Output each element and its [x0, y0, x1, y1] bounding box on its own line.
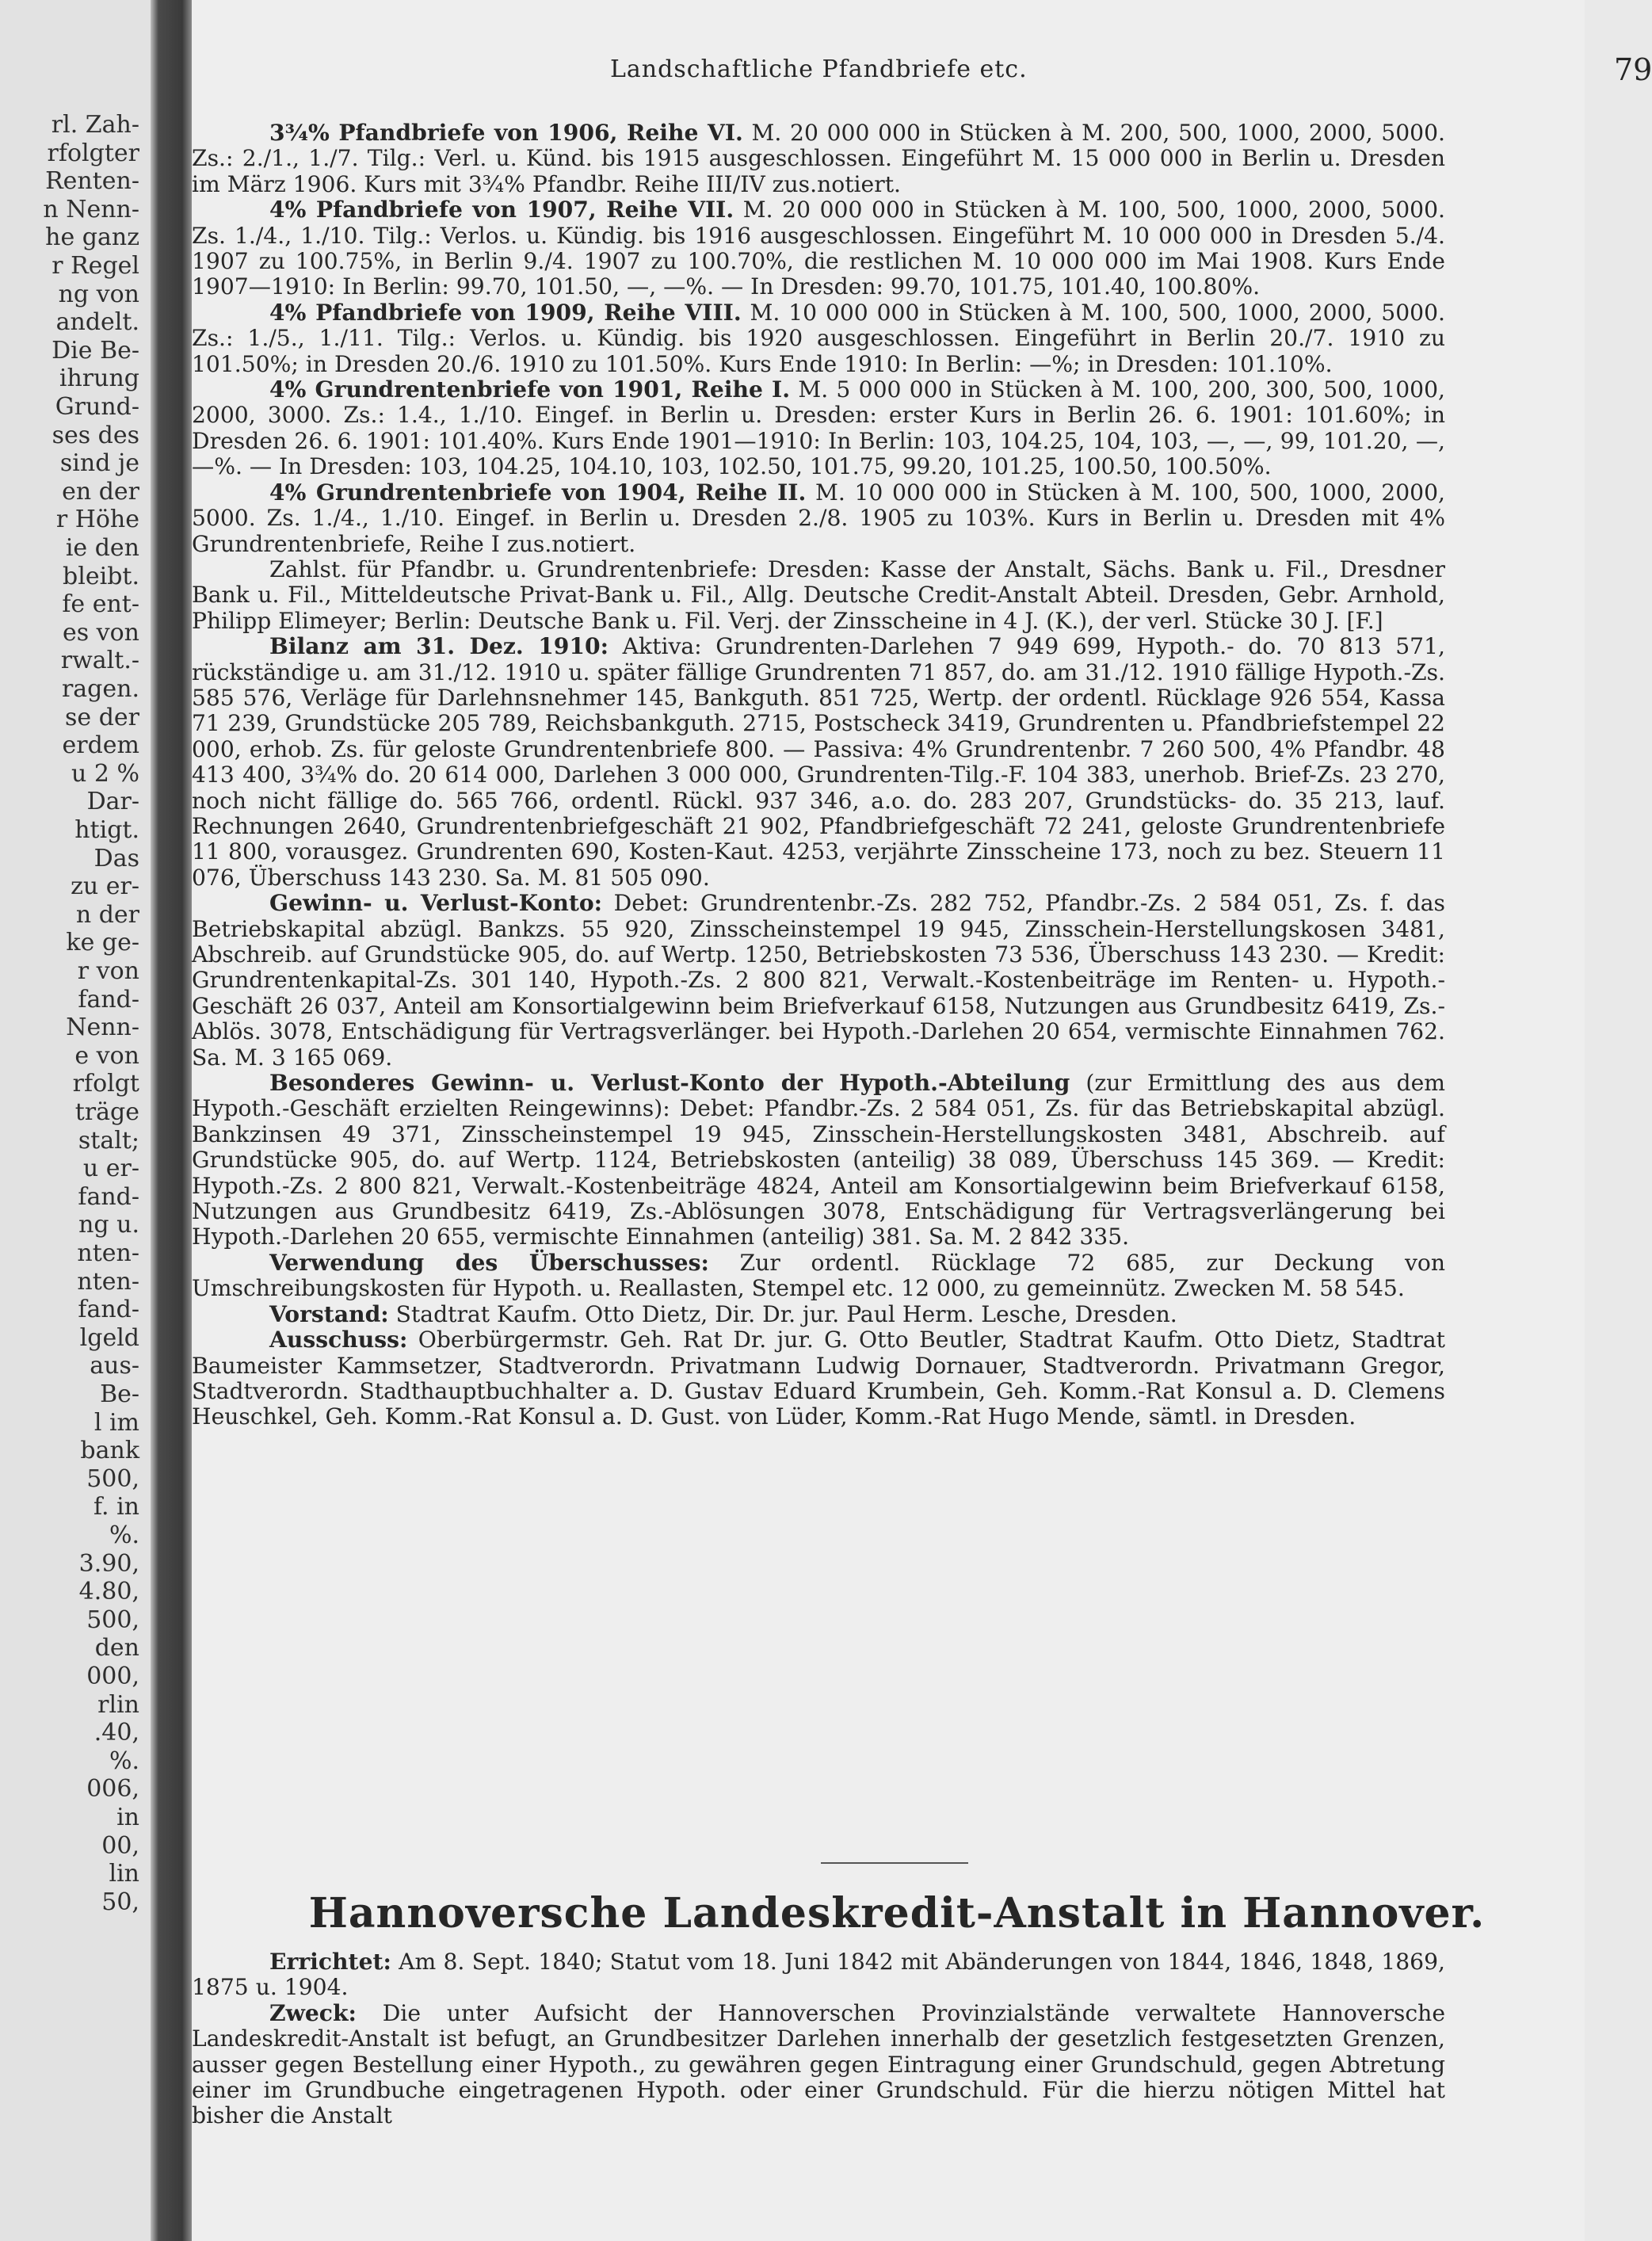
paragraph-heading: 4% Pfandbriefe von 1909, Reihe VIII.	[269, 299, 742, 326]
paragraph-text: M. 5 000 000 in Stücken à M. 100, 200, 300, 500, 1000, 2000, 3000. Zs.: 1.4., 1./10. Eingef. in Berlin u. Dresden: erster Kurs in Berlin 26. 6. 1901: 101.60%; in Dresden 26. 6. 1901: 101.40%. Kurs Ende 1901—1910: In Berlin: 103, 104.25, 104, 103, —, —, 99, 101.20, —, —%. — In Dresden: 103, 104.25, 104.10, 103, 102.50, 101.75, 99.20, 101.25, 100.50, 100.50%.	[192, 376, 1445, 480]
margin-fragment: Be-	[100, 1380, 139, 1408]
paragraph	[192, 557, 1445, 634]
paragraph-text: M. 20 000 000 in Stücken à M. 200, 500, 1000, 2000, 5000. Zs.: 2./1., 1./7. Tilg.: Verl. u. Künd. bis 1915 ausgeschlossen. Eingeführt M. 15 000 000 in Berlin u. Dresden im März 1906. Kurs mit 3¾% Pfandbr. Reihe III/IV zus.notiert.	[192, 120, 1445, 197]
running-header: Landschaftliche Pfandbriefe etc.	[610, 55, 1028, 83]
paragraph-text: Am 8. Sept. 1840; Statut vom 18. Juni 1842 mit Abänderungen von 1844, 1846, 1848, 1869, 1875 u. 1904.	[192, 1949, 1445, 2001]
margin-fragment: f. in	[93, 1493, 139, 1521]
paragraph-heading: Zweck:	[269, 1999, 357, 2026]
margin-fragment: in	[116, 1804, 139, 1831]
paragraph	[192, 891, 1445, 1071]
paragraph-heading: Vorstand:	[269, 1300, 389, 1327]
margin-fragment: ragen.	[61, 675, 139, 703]
margin-fragment: rl. Zah-	[51, 111, 139, 139]
margin-fragment: ie den	[65, 534, 139, 562]
margin-fragment: r Höhe	[55, 506, 139, 534]
margin-fragment: u er-	[82, 1155, 139, 1183]
margin-fragment: se der	[65, 703, 139, 731]
margin-fragment: ihrung	[59, 365, 139, 393]
margin-fragment: fe ent-	[62, 590, 139, 619]
margin-fragment: ke ge-	[66, 929, 139, 957]
margin-fragment: Die Be-	[52, 336, 139, 365]
previous-page-margin	[0, 0, 151, 2241]
margin-fragment: 3.90,	[78, 1549, 139, 1578]
paragraph-heading: Errichtet:	[269, 1949, 391, 1975]
margin-fragment: e von	[74, 1041, 139, 1070]
margin-fragment: ng von	[58, 280, 139, 308]
margin-fragment: ses des	[52, 421, 139, 449]
paragraph-heading: 4% Grundrentenbriefe von 1901, Reihe I.	[269, 376, 791, 403]
paragraph-text: Zur ordentl. Rücklage 72 685, zur Deckung von Umschreibungskosten für Hypoth. u. Reallasten, Stempel etc. 12 000, zu gemeinnütz. Zwecken M. 58 545.	[192, 1249, 1445, 1302]
paragraph-text: Stadtrat Kaufm. Otto Dietz, Dir. Dr. jur. Paul Herm. Lesche, Dresden.	[388, 1300, 1177, 1327]
paragraph-heading: Ausschuss:	[269, 1327, 408, 1353]
paragraph-text: Zahlst. für Pfandbr. u. Grundrentenbriefe: Dresden: Kasse der Anstalt, Sächs. Bank u. Fil., Dresdner Bank u. Fil., Mitteldeutsche Privat-Bank u. Fil., Allg. Deutsche Credit-Anstalt Abteil. Dresden, Gebr. Arnhold, Philipp Elimeyer; Berlin: Deutsche Bank u. Fil. Verj. der Zinsscheine in 4 J. (K.), der verl. Stücke 30 J. [F.]	[192, 555, 1445, 634]
paragraph-text: Debet: Grundrentenbr.-Zs. 282 752, Pfandbr.-Zs. 2 584 051, Zs. f. das Betriebskapital abzügl. Bankzs. 55 920, Zinsscheinstempel 19 945, Zinsschein-Herstellungskosen 3481, Abschreib. auf Grundstücke 905, do. auf Wertp. 1250, Betriebskosten 73 536, Überschuss 143 230. — Kredit: Grundrentenkapital-Zs. 301 140, Hypoth.-Zs. 2 800 821, Verwalt.-Kostenbeiträge im Renten- u. Hypoth.-Geschäft 26 037, Anteil am Konsortialgewinn beim Briefverkauf 6158, Nutzungen aus Grundbesitz 6419, Zs.-Ablös. 3078, Entschädigung für Vertragsverlänger. bei Hypoth.-Darlehen 20 654, vermischte Einnahmen 762. Sa. M. 3 165 069.	[192, 890, 1445, 1071]
margin-fragment: den	[94, 1634, 139, 1663]
margin-fragment: fand-	[78, 1182, 139, 1211]
paragraph	[192, 634, 1445, 891]
paragraph-heading: 4% Grundrentenbriefe von 1904, Reihe II.	[269, 479, 807, 506]
paragraph-heading: Gewinn- u. Verlust-Konto:	[269, 890, 603, 917]
paragraph-heading: Verwendung des Überschusses:	[269, 1249, 709, 1276]
margin-fragment: bank	[80, 1437, 139, 1465]
margin-fragment: 500,	[86, 1464, 139, 1493]
paragraph	[192, 2001, 1445, 2129]
paragraph-text: Die unter Aufsicht der Hannoverschen Provinzialstände verwaltete Hannoversche Landeskredit-Anstalt ist befugt, an Grundbesitzer Darlehen innerhalb der gesetzlich festgesetzten Grenzen, ausser gegen Bestellung einer Hypoth., zu gewähren gegen Eintragung einer Grundschuld, gegen Abtretung einer im Grundbuche eingetragenen Hypoth. oder einer Grundschuld. Für die hierzu nötigen Mittel hat bisher die Anstalt	[192, 1999, 1445, 2129]
paragraph	[192, 377, 1445, 480]
section-title: Hannoversche Landeskredit-Anstalt in Hannover.	[308, 1889, 1486, 1937]
margin-fragment: .40,	[93, 1719, 139, 1747]
margin-fragment: n Nenn-	[43, 195, 139, 223]
paragraph	[192, 1071, 1445, 1250]
margin-fragment: he ganz	[45, 223, 139, 252]
margin-fragment: 4.80,	[78, 1578, 139, 1606]
margin-fragment: zu er-	[71, 872, 139, 901]
margin-fragment: Das	[93, 844, 139, 872]
margin-fragment: träge	[74, 1098, 139, 1126]
margin-fragment: %.	[109, 1747, 139, 1775]
margin-fragment: lgeld	[79, 1323, 139, 1352]
margin-fragment: 006,	[86, 1775, 139, 1804]
main-text-column	[192, 120, 1445, 1430]
margin-fragment: andelt.	[55, 308, 139, 337]
margin-fragment: Nenn-	[66, 1014, 139, 1042]
section-divider	[821, 1862, 968, 1864]
paragraph-heading: 3¾% Pfandbriefe von 1906, Reihe VI.	[269, 120, 743, 146]
margin-fragment: Renten-	[45, 167, 139, 196]
paragraph	[192, 197, 1445, 300]
paragraph	[192, 300, 1445, 377]
margin-fragment: rwalt.-	[60, 647, 139, 675]
paragraph	[192, 1327, 1445, 1430]
margin-fragment: rlin	[97, 1690, 139, 1719]
margin-fragment: htigt.	[74, 816, 139, 844]
book-binding-shadow	[151, 0, 192, 2241]
margin-fragment: nten-	[77, 1267, 139, 1296]
margin-fragment: erdem	[62, 731, 139, 760]
paragraph-heading: 4% Pfandbriefe von 1907, Reihe VII.	[269, 197, 734, 223]
margin-fragment: ng u.	[78, 1211, 139, 1239]
margin-fragment: r Regel	[52, 252, 139, 280]
margin-fragment: nten-	[77, 1239, 139, 1267]
margin-fragment: bleibt.	[63, 562, 139, 590]
paragraph-text: Oberbürgermstr. Geh. Rat Dr. jur. G. Otto Beutler, Stadtrat Kaufm. Otto Dietz, Stadtrat Baumeister Kammsetzer, Stadtverordn. Privatmann Ludwig Dornauer, Stadtverordn. Privatmann Gregor, Stadtverordn. Stadthauptbuchhalter a. D. Gustav Eduard Krumbein, Geh. Komm.-Rat Konsul a. D. Clemens Heuschkel, Geh. Komm.-Rat Konsul a. D. Gust. von Lüder, Komm.-Rat Hugo Mende, sämtl. in Dresden.	[192, 1327, 1445, 1430]
paragraph	[192, 1949, 1445, 2001]
margin-fragment: %.	[109, 1521, 139, 1549]
margin-fragment: l im	[93, 1408, 139, 1437]
paragraph-heading: Besonderes Gewinn- u. Verlust-Konto der Hypoth.-Abteilung	[269, 1070, 1070, 1097]
page	[192, 0, 1652, 2241]
paragraph	[192, 1250, 1445, 1302]
paragraph-text: (zur Ermittlung des aus dem Hypoth.-Geschäft erzielten Reingewinns): Debet: Pfandbr.-Zs. 2 584 051, Zs. für das Betriebskapital abzügl. Bankzinsen 49 371, Zinsscheinstempel 19 945, Zinsschein-Herstellungskosten 3481, Abschreib. auf Grundstücke 905, do. auf Wertp. 1124, Betriebskosten (anteilig) 38 089, Überschuss 145 369. — Kredit: Hypoth.-Zs. 2 800 821, Verwalt.-Kostenbeiträge 4824, Anteil am Konsortialgewinn beim Briefverkauf 6158, Nutzungen aus Grundbesitz 6419, Zs.-Ablösungen 3078, Entschädigung für Vertragsverlängerung bei Hypoth.-Darlehen 20 655, vermischte Einnahmen (anteilig) 381. Sa. M. 2 842 335.	[192, 1070, 1445, 1250]
paragraph	[192, 480, 1445, 557]
paragraph-text: M. 10 000 000 in Stücken à M. 100, 500, 1000, 2000, 5000. Zs. 1./4., 1./10. Eingef. in Berlin u. Dresden 2./8. 1905 zu 103%. Kurs in Berlin u. Dresden mit 4% Grundrentenbriefe, Reihe I zus.notiert.	[192, 479, 1446, 557]
page-number: 79	[1614, 52, 1652, 87]
paragraph	[192, 1302, 1445, 1327]
margin-fragment: 000,	[86, 1663, 139, 1690]
margin-fragment: u 2 %	[71, 759, 139, 788]
paragraph-text: Aktiva: Grundrenten-Darlehen 7 949 699, Hypoth.- do. 70 813 571, rückständige u. am 31./12. 1910 u. später fällige Grundrenten 71 857, do. am 31./12. 1910 fällige Hypoth.-Zs. 585 576, Verläge für Darlehnsnehmer 145, Bankguth. 851 725, Wertp. der ordentl. Rücklage 926 554, Kassa 71 239, Grundstücke 205 789, Reichsbankguth. 2715, Postscheck 3419, Grundrenten u. Pfandbriefstempel 22 000, erhob. Zs. für geloste Grundrentenbriefe 800. — Passiva: 4% Grundrentenbr. 7 260 500, 4% Pfandbr. 48 413 400, 3¾% do. 20 614 000, Darlehen 3 000 000, Grundrenten-Tilg.-F. 104 383, unerhob. Brief-Zs. 23 270, noch nicht fällige do. 565 766, ordentl. Rückl. 937 346, a.o. do. 283 207, Grundstücks- do. 35 213, lauf. Rechnungen 2640, Grundrentenbriefgeschäft 21 902, Pfandbriefgeschäft 72 241, geloste Grundrentenbriefe 11 800, vorausgez. Grundrenten 690, Kosten-Kaut. 4253, verjährte Zinsscheine 173, noch zu bez. Steuern 11 076, Überschuss 143 230. Sa. M. 81 505 090.	[192, 633, 1445, 891]
margin-fragment: 50,	[101, 1888, 139, 1916]
margin-fragment: sind je	[59, 449, 139, 478]
margin-fragment: 00,	[101, 1831, 139, 1860]
section-body	[192, 1949, 1445, 2129]
paragraph-text: M. 10 000 000 in Stücken à M. 100, 500, 1000, 2000, 5000. Zs.: 1./5., 1./11. Tilg.: Verlos. u. Kündig. bis 1920 ausgeschlossen. Eingeführt in Berlin 20./7. 1910 zu 101.50%; in Dresden 20./6. 1910 zu 101.50%. Kurs Ende 1910: In Berlin: —%; in Dresden: 101.10%.	[192, 299, 1445, 377]
margin-fragment: aus-	[90, 1352, 139, 1380]
paragraph-heading: Bilanz am 31. Dez. 1910:	[269, 633, 609, 660]
margin-fragment: Grund-	[55, 393, 139, 421]
margin-fragment: fand-	[78, 1296, 139, 1324]
margin-fragment: en der	[62, 477, 139, 506]
margin-fragment: r von	[77, 957, 139, 985]
margin-fragment: rfolgter	[47, 139, 139, 167]
margin-fragment: stalt;	[78, 1126, 139, 1155]
margin-fragment: lin	[109, 1860, 139, 1888]
margin-fragment: rfolgt	[72, 1070, 139, 1098]
paragraph	[192, 120, 1445, 197]
margin-fragment: Dar-	[86, 788, 139, 816]
margin-fragment: 500,	[86, 1605, 139, 1634]
margin-fragment: n der	[75, 900, 139, 929]
margin-fragment: es von	[62, 618, 139, 647]
paragraph-text: M. 20 000 000 in Stücken à M. 100, 500, 1000, 2000, 5000. Zs. 1./4., 1./10. Tilg.: Verlos. u. Kündig. bis 1916 ausgeschlossen. Eingeführt M. 10 000 000 in Dresden 5./4. 1907 zu 100.75%, in Berlin 9./4. 1907 zu 100.70%, die restlichen M. 10 000 000 im Mai 1908. Kurs Ende 1907—1910: In Berlin: 99.70, 101.50, —, —%. — In Dresden: 99.70, 101.75, 101.40, 100.80%.	[192, 197, 1446, 300]
margin-fragment: fand-	[78, 985, 139, 1014]
